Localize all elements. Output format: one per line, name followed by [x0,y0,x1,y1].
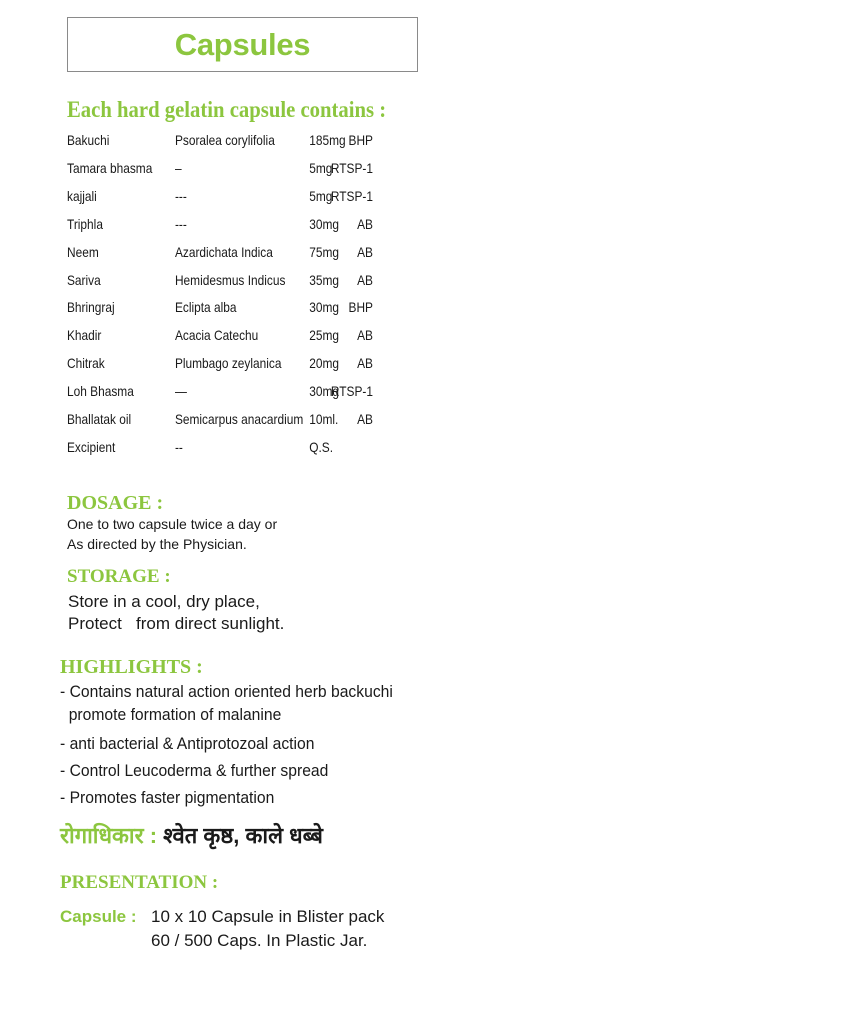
ingredient-botanical: --- [174,215,187,232]
ingredient-qty: 30mg [309,215,340,232]
ingredient-botanical: --- [174,187,187,204]
ingredient-botanical: Eclipta alba [174,299,237,316]
ingredient-ref: BHP [348,299,373,316]
ingredient-botanical: Azardichata Indica [174,243,273,260]
page-title: Capsules [174,26,311,62]
ingredient-botanical: Hemidesmus Indicus [174,271,286,288]
highlight-item: - Contains natural action oriented herb backuchi [60,683,393,701]
ingredient-row [67,160,373,182]
ingredient-qty: 10ml. [309,411,339,427]
ingredient-qty: 30mg [309,383,340,400]
ingredient-qty: 30mg [309,299,340,316]
ingredient-name: Bhallatak oil [67,411,132,427]
highlight-item: - Control Leucoderma & further spread [60,762,329,780]
ingredient-row [67,244,373,266]
highlight-item: - Promotes faster pigmentation [60,789,275,807]
contains-heading: Each hard gelatin capsule contains : [67,97,387,122]
ingredient-row [67,216,373,238]
ingredient-name: Bhringraj [67,299,115,316]
ingredient-name: Sariva [67,271,101,288]
presentation-heading: PRESENTATION : [60,872,219,893]
ingredient-botanical: — [174,383,187,400]
ingredient-qty: Q.S. [309,438,334,455]
ingredient-ref: RTSP-1 [330,159,373,176]
ingredient-row [67,383,373,405]
ingredient-name: kajjali [67,187,97,204]
ingredient-qty: 5mg [309,187,333,204]
ingredient-ref: AB [357,215,373,232]
ingredient-ref: RTSP-1 [330,187,373,204]
highlight-item: promote formation of malanine [60,706,282,724]
presentation-line: 10 x 10 Capsule in Blister pack [151,907,385,926]
ingredient-botanical: -- [174,438,183,455]
storage-line: Protect from direct sunlight. [68,614,285,633]
ingredient-name: Chitrak [67,355,105,372]
ingredient-botanical: Psoralea corylifolia [174,132,275,148]
ingredient-qty: 20mg [309,355,340,372]
presentation-line: 60 / 500 Caps. In Plastic Jar. [151,931,368,950]
ingredient-qty: 35mg [309,271,340,288]
ingredient-botanical: Semicarpus anacardium [174,411,304,427]
ingredient-ref: AB [357,355,373,372]
indication-label: रोगाधिकार : [60,823,158,848]
ingredient-ref: RTSP-1 [330,383,373,400]
ingredient-ref: AB [357,243,373,260]
ingredient-name: Tamara bhasma [67,159,153,176]
title-box [67,17,418,72]
storage-heading: STORAGE : [67,566,171,587]
ingredient-qty: 25mg [309,327,340,344]
ingredient-row [67,272,373,294]
indication-value: श्वेत कृष्ठ, काले धब्बे [163,823,323,848]
ingredient-ref: AB [357,411,373,427]
indication [60,820,323,850]
highlight-item: - anti bacterial & Antiprotozoal action [60,735,315,753]
highlights-heading: HIGHLIGHTS : [60,656,203,678]
ingredient-name: Khadir [67,327,102,344]
ingredient-name: Excipient [67,438,116,455]
ingredient-row [67,299,373,321]
ingredient-row [67,411,373,433]
ingredient-botanical: – [174,159,182,176]
dosage-line: As directed by the Physician. [67,536,247,552]
ingredient-name: Bakuchi [67,132,110,148]
presentation-label: Capsule : [60,907,137,926]
ingredient-qty: 185mg [309,132,346,148]
ingredient-qty: 75mg [309,243,340,260]
ingredient-name: Neem [67,243,99,260]
ingredient-qty: 5mg [309,159,333,176]
storage-line: Store in a cool, dry place, [68,592,260,611]
ingredient-row [67,327,373,349]
ingredient-ref: AB [357,327,373,344]
dosage-line: One to two capsule twice a day or [67,516,278,532]
ingredient-botanical: Acacia Catechu [174,327,259,344]
ingredient-row [67,439,373,461]
ingredient-ref: AB [357,271,373,288]
ingredient-row [67,355,373,377]
ingredient-row [67,188,373,210]
ingredient-name: Loh Bhasma [67,383,134,400]
ingredient-name: Triphla [67,215,103,232]
ingredient-ref: BHP [348,132,373,148]
dosage-heading: DOSAGE : [67,492,164,514]
ingredient-row [67,132,373,154]
ingredient-botanical: Plumbago zeylanica [174,355,282,372]
